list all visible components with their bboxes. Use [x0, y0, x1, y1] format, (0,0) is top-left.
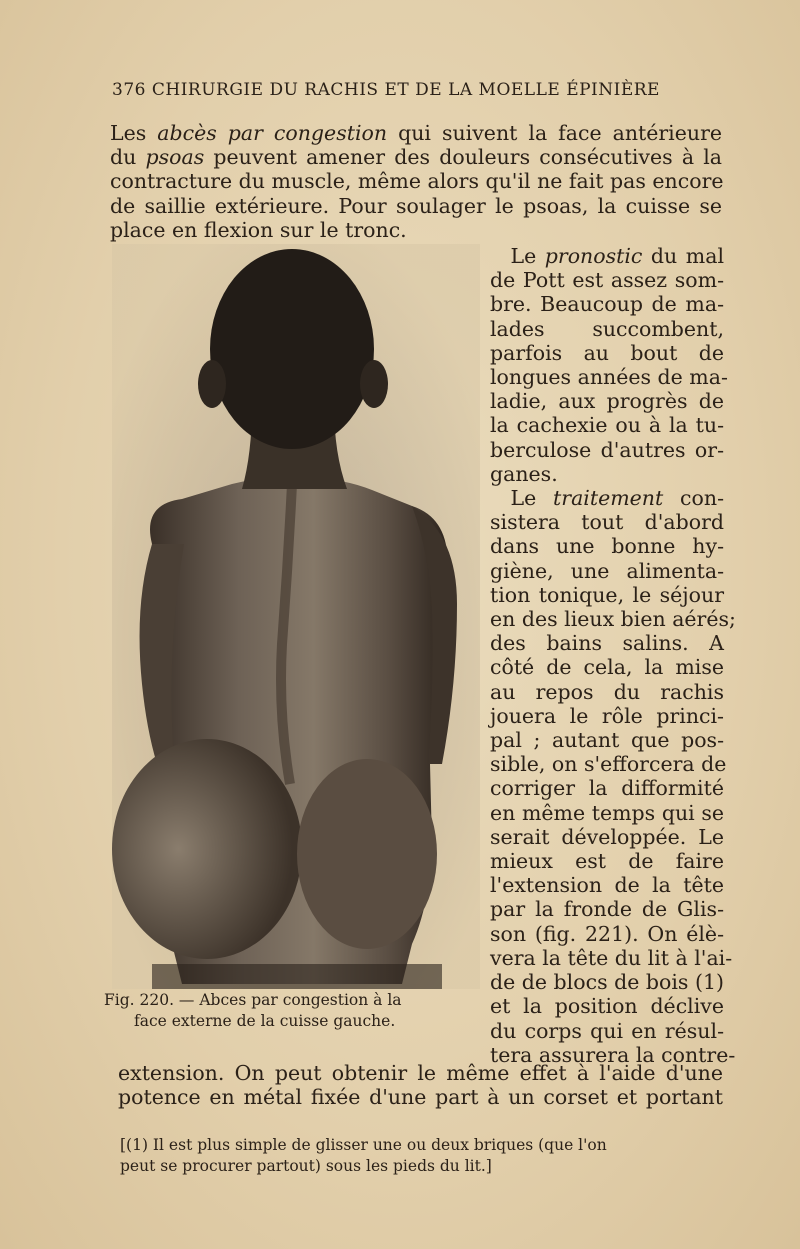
text-line: de saillie extérieure. Pour soulager le psoas, la cuisse se [110, 193, 722, 218]
text-line: du psoas peuvent amener des douleurs consécutives à la [110, 145, 722, 170]
text-line: du corps qui en résul- [490, 1018, 724, 1043]
text-line: des bains salins. A [490, 631, 724, 656]
text-line: en des lieux bien aérés; [490, 607, 736, 632]
text-line: Le traitement con- [510, 486, 724, 511]
text-line: au repos du rachis [490, 679, 724, 704]
text-line: potence en métal fixée d'une part à un corset et portant [118, 1085, 723, 1110]
running-header [112, 80, 692, 100]
running-title: CHIRURGIE DU RACHIS ET DE LA MOELLE ÉPINIÈRE [151, 80, 660, 100]
text-line: l'extension de la tête [490, 873, 724, 898]
text-line: en même temps qui se [490, 800, 724, 825]
paragraph-extension [118, 1061, 723, 1109]
text-line: ganes. [490, 461, 558, 486]
page-number: 376 [112, 80, 146, 100]
text-line: sistera tout d'abord [490, 510, 724, 535]
text-line: vera la tête du lit à l'ai- [490, 945, 733, 970]
text-line: place en flexion sur le tronc. [110, 217, 407, 242]
footnote-line: peut se procurer partout) sous les pieds du lit.] [120, 1157, 492, 1175]
text-line: ladie, aux progrès de [490, 389, 724, 414]
text-line: mieux est de faire [490, 849, 724, 874]
text-line: contracture du muscle, même alors qu'il ne fait pas encore [110, 169, 724, 194]
text-line: de de blocs de bois (1) [490, 970, 724, 995]
patient-back-photo [112, 244, 480, 989]
text-line: côté de cela, la mise [490, 655, 724, 680]
text-line: jouera le rôle princi- [490, 703, 724, 728]
caption-line: Fig. 220. — Abces par congestion à la [104, 991, 402, 1009]
paragraph-abces [110, 121, 722, 242]
text-line: pal ; autant que pos- [490, 728, 724, 753]
caption-line: face externe de la cuisse gauche. [134, 1012, 396, 1030]
text-line: corriger la difformité [490, 776, 724, 801]
text-line: berculose d'autres or- [490, 437, 724, 462]
figure-caption [104, 990, 474, 1032]
figure-photograph [112, 244, 480, 989]
text-line: la cachexie ou à la tu- [490, 413, 724, 438]
text-line: Le pronostic du mal [510, 244, 724, 268]
text-line: Les abcès par congestion qui suivent la face antérieure [110, 121, 723, 145]
text-line: giène, une alimenta- [490, 558, 724, 583]
text-line: tera assurera la contre- [490, 1042, 736, 1067]
text-line: son (fig. 221). On élè- [490, 921, 724, 946]
text-line: extension. On peut obtenir le même effet à l'aide d'une [118, 1061, 723, 1085]
text-line: sible, on s'efforcera de [490, 752, 727, 777]
text-line: longues années de ma- [490, 365, 728, 390]
text-line: et la position déclive [490, 994, 724, 1019]
text-line: parfois au bout de [490, 340, 724, 365]
text-line: serait développée. Le [490, 824, 724, 849]
text-line: de Pott est assez som- [490, 268, 724, 293]
text-line: tion tonique, le séjour [490, 582, 724, 607]
footnote-line: [(1) Il est plus simple de glisser une ou deux briques (que l'on [120, 1136, 607, 1154]
text-line: dans une bonne hy- [490, 534, 724, 559]
text-line: bre. Beaucoup de ma- [490, 292, 724, 317]
text-line: lades succombent, [490, 316, 724, 341]
footnote [120, 1135, 730, 1177]
text-line: par la fronde de Glis- [490, 897, 724, 922]
paragraph-column [490, 244, 736, 1067]
